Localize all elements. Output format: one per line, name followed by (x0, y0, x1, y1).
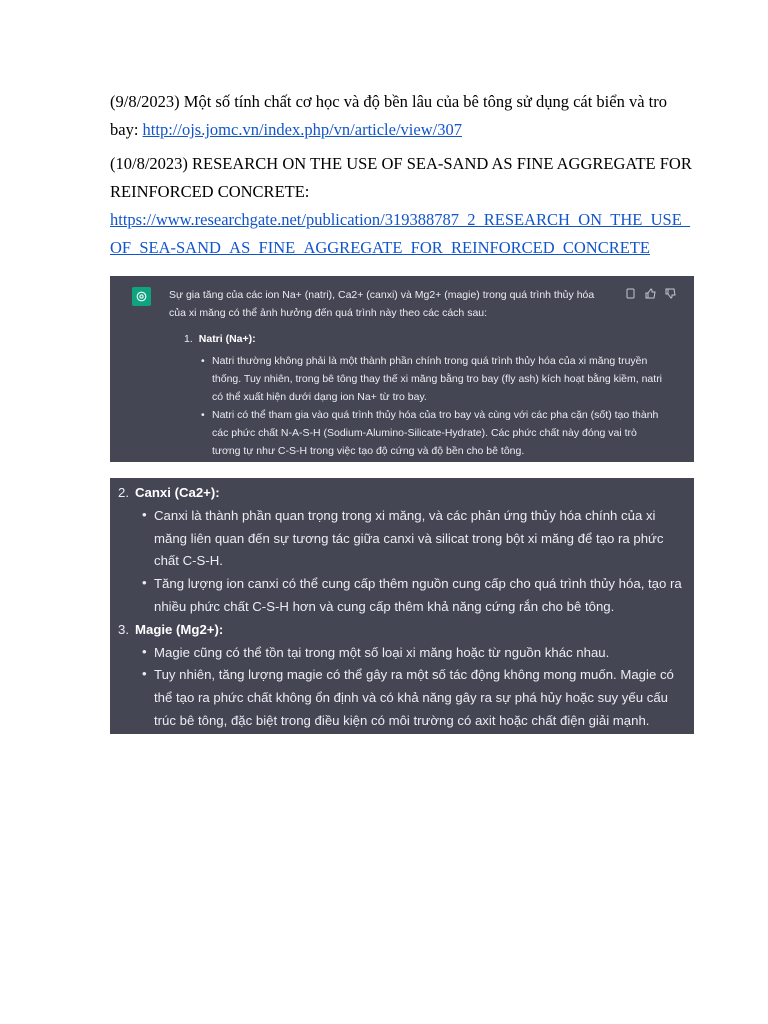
chat-message-header (132, 286, 666, 322)
section-title: Magie (Mg2+): (135, 621, 224, 637)
list-item: • Magie cũng có thể tồn tại trong một số loại xi măng hoặc từ nguồn khác nhau. (154, 642, 684, 665)
section-canxi-heading (118, 482, 684, 505)
thumbs-down-icon[interactable] (665, 287, 676, 305)
document-page (110, 88, 694, 734)
paragraph-2-text: (10/8/2023) RESEARCH ON THE USE OF SEA-SAND AS FINE AGGREGATE FOR REINFORCED CONCRETE: (110, 154, 692, 201)
message-actions (626, 287, 676, 305)
list-item: • Natri có thể tham gia vào quá trình thủy hóa của tro bay và cùng với các pha cặn (sốt) tạo thành các phức chất N-A-S-H (Sodium-Alumino-Silicate-Hydrate). Các phức chất này đóng vai trò tương tự như C-S-H trong việc tạo độ cứng và độ bền cho bê tông. (212, 406, 666, 460)
section-number: 1. (184, 333, 193, 345)
list-item: • Natri thường không phải là một thành phần chính trong quá trình thủy hóa của xi măng truyền thống. Tuy nhiên, trong bê tông thay thế xi măng bằng tro bay (fly ash) kích hoạt bằng kiềm, natri có thể xuất hiện dưới dạng ion Na+ từ tro bay. (212, 352, 666, 406)
list-item: • Canxi là thành phần quan trọng trong xi măng, và các phản ứng thủy hóa chính của xi măng liên quan đến sự tương tác giữa canxi và silicat trong bột xi măng để tạo ra phức chất C-S-H. (154, 505, 684, 573)
section-title: Canxi (Ca2+): (135, 485, 220, 500)
copy-icon[interactable] (626, 287, 636, 305)
jomc-article-link[interactable]: http://ojs.jomc.vn/index.php/vn/article/view/307 (142, 120, 462, 139)
list-item: • Tăng lượng ion canxi có thể cung cấp thêm nguồn cung cấp cho quá trình thủy hóa, tạo ra nhiều phức chất C-S-H hơn và cung cấp thêm khả năng cứng rắn cho bê tông. (154, 573, 684, 619)
openai-logo-svg (135, 290, 148, 303)
section-natri-heading (184, 330, 666, 348)
paragraph-1 (110, 88, 694, 144)
list-item: • Tuy nhiên, tăng lượng magie có thể gây ra một số tác động không mong muốn. Magie có thể tạo ra phức chất không ổn định và có khả năng gây ra sự phá hủy hoặc suy yếu cấu trúc bê tông, đặc biệt trong điều kiện có môi trường có axit hoặc chất điện giải mạnh. (154, 664, 684, 732)
thumbs-up-icon[interactable] (645, 287, 656, 305)
magie-bullet-list (118, 642, 684, 733)
section-title: Natri (Na+): (198, 333, 256, 345)
openai-logo-icon (132, 287, 151, 306)
section-number: 3. (118, 621, 129, 637)
natri-bullet-list (132, 352, 666, 460)
section-number: 2. (118, 485, 129, 500)
paragraph-1-text: (9/8/2023) Một số tính chất cơ học và độ bền lâu của bê tông sử dụng cát biển và tro bay: (110, 92, 667, 139)
chat-intro-text: Sự gia tăng của các ion Na+ (natri), Ca2+ (canxi) và Mg2+ (magie) trong quá trình thủy hóa của xi măng có thể ảnh hưởng đến quá trình này theo các cách sau: (169, 289, 595, 319)
researchgate-link[interactable]: https://www.researchgate.net/publication/319388787_2_RESEARCH_ON_THE_USE_OF_SEA-SAND_AS_FINE_AGGREGATE_FOR_REINFORCED_CONCRETE (110, 210, 691, 257)
chat-screenshot-1 (110, 276, 694, 462)
chat-screenshot-2 (110, 478, 694, 734)
canxi-bullet-list (118, 505, 684, 619)
paragraph-2 (110, 150, 694, 262)
section-magie-heading (118, 619, 684, 642)
